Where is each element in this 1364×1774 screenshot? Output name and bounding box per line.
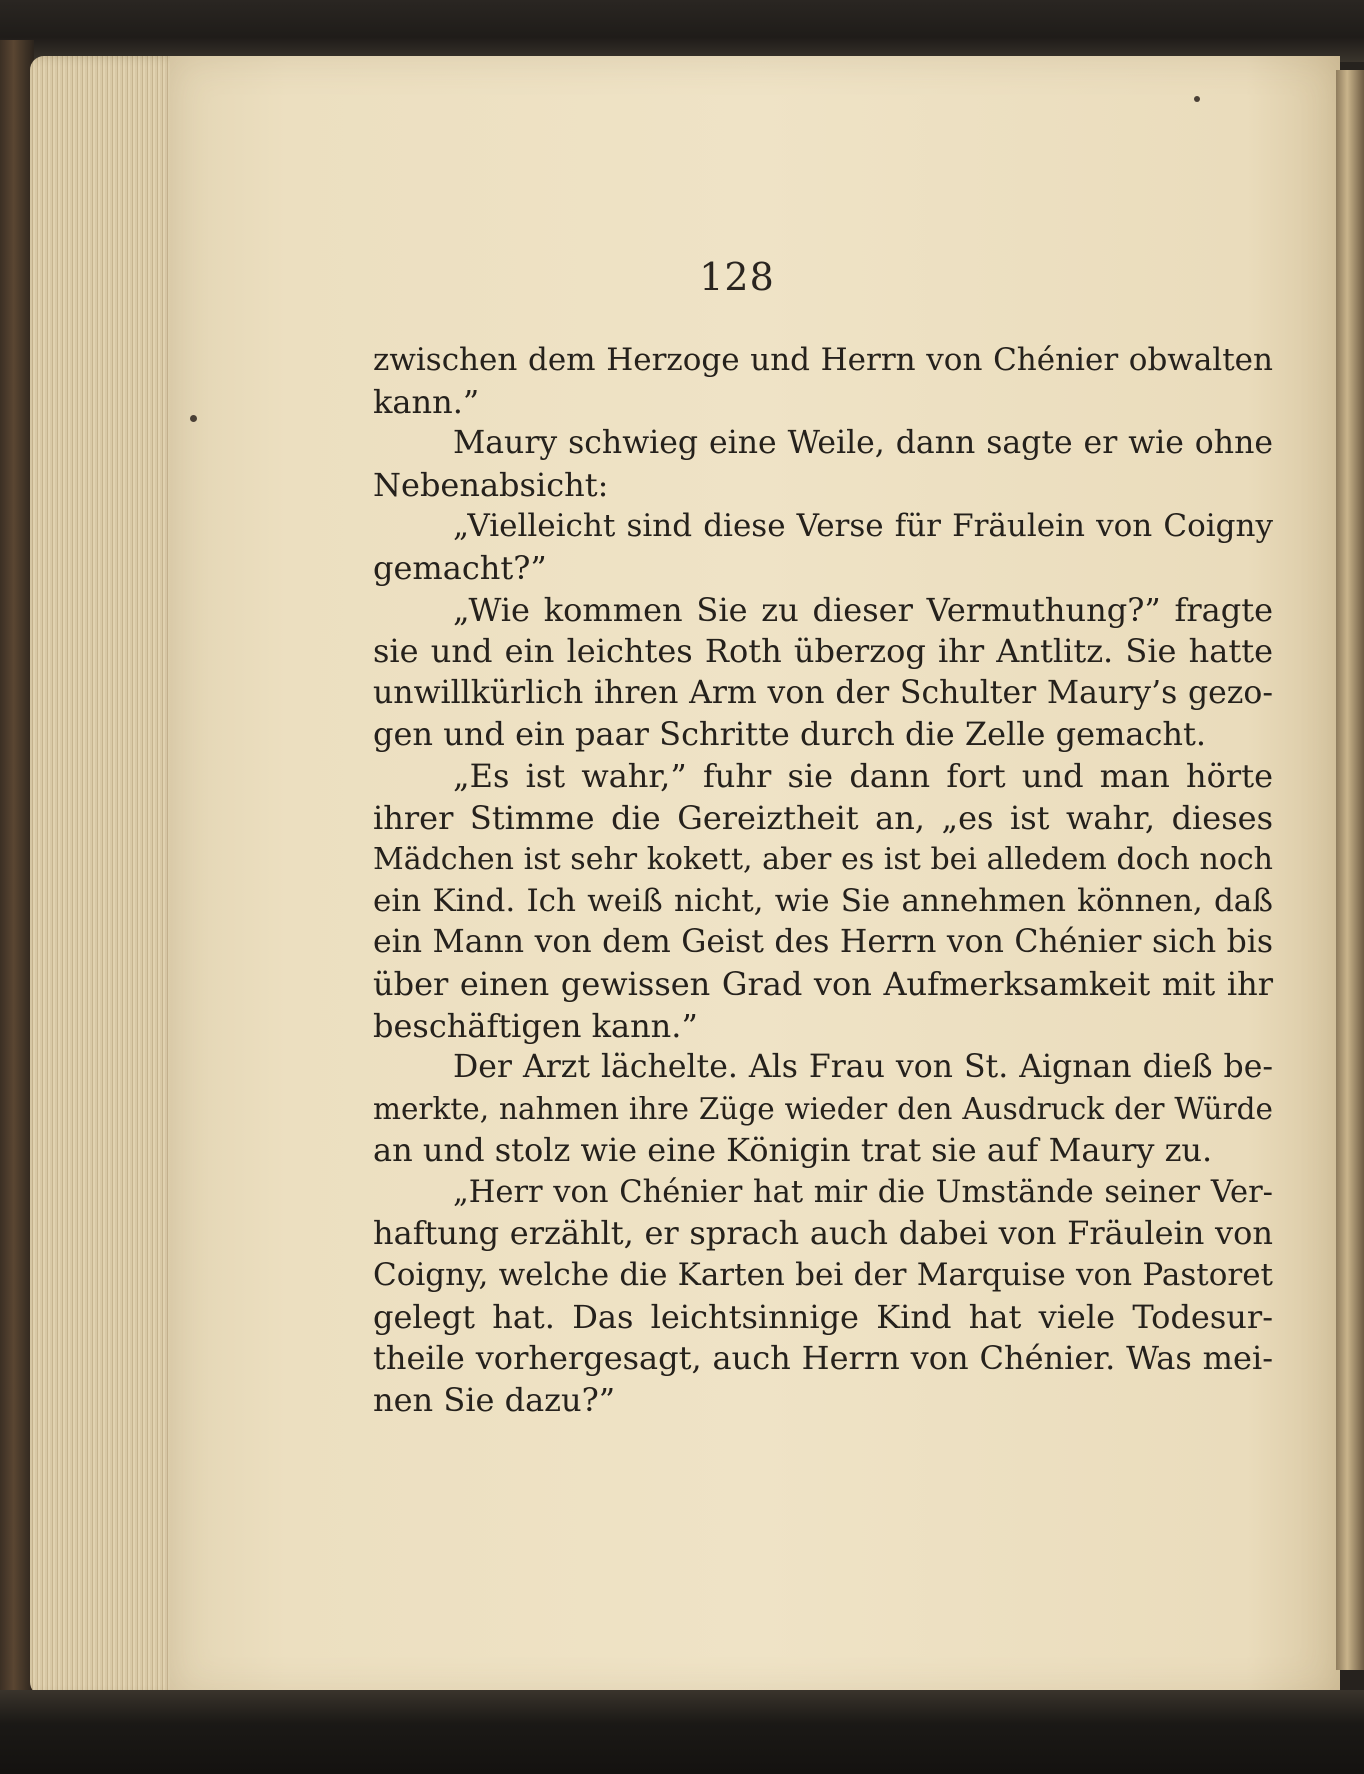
text-line: ein Mann von dem Geist des Herrn von Chénier sich bis: [373, 924, 1273, 961]
text-line: Maury schwieg eine Weile, dann sagte er wie ohne: [453, 425, 1273, 462]
text-line: an und stolz wie eine Königin trat sie auf Maury zu.: [373, 1131, 1213, 1170]
page-number: 128: [699, 255, 775, 299]
text-line: kann.”: [373, 382, 480, 421]
scan-background-top: [0, 0, 1364, 62]
text-line: beschäftigen kann.”: [373, 1006, 698, 1045]
facing-page-edge: [1336, 70, 1364, 1670]
scan-background-bottom: [0, 1690, 1364, 1774]
text-line: theile vorhergesagt, auch Herrn von Chénier. Was mei-: [373, 1339, 1273, 1378]
body-text: [373, 340, 1273, 1421]
text-line: ihrer Stimme die Gereiztheit an, „es ist wahr, dieses: [373, 798, 1273, 837]
text-line: „Wie kommen Sie zu dieser Vermuthung?” fragte: [453, 590, 1273, 629]
text-line: ein Kind. Ich weiß nicht, wie Sie annehmen können, daß: [373, 882, 1273, 919]
text-line: merkte, nahmen ihre Züge wieder den Ausdruck der Würde: [373, 1091, 1273, 1126]
text-line: gen und ein paar Schritte durch die Zelle gemacht.: [373, 715, 1207, 754]
text-line: „Vielleicht sind diese Verse für Fräulein von Coigny: [453, 508, 1273, 545]
text-line: „Herr von Chénier hat mir die Umstände seiner Ver-: [453, 1174, 1273, 1210]
ink-speck: [1194, 96, 1200, 102]
text-line: Coigny, welche die Karten bei der Marquise von Pastoret: [373, 1257, 1273, 1294]
text-line: „Es ist wahr,” fuhr sie dann fort und man hörte: [453, 756, 1273, 795]
text-line: nen Sie dazu?”: [373, 1380, 616, 1419]
text-line: Mädchen ist sehr kokett, aber es ist bei alledem doch noch: [373, 842, 1273, 878]
text-line: haftung erzählt, er sprach auch dabei von Fräulein von: [373, 1214, 1273, 1253]
text-line: gemacht?”: [373, 548, 547, 587]
text-line: über einen gewissen Grad von Aufmerksamkeit mit ihr: [373, 964, 1273, 1003]
text-line: zwischen dem Herzoge und Herrn von Chénier obwalten: [373, 342, 1273, 378]
ink-speck: [190, 415, 197, 422]
text-line: Nebenabsicht:: [373, 465, 609, 504]
text-line: gelegt hat. Das leichtsinnige Kind hat viele Todesur-: [373, 1297, 1273, 1336]
text-line: Der Arzt lächelte. Als Frau von St. Aignan dieß be-: [453, 1049, 1273, 1086]
text-line: sie und ein leichtes Roth überzog ihr Antlitz. Sie hatte: [373, 632, 1273, 671]
page-stack-edges: [30, 56, 180, 1696]
text-line: unwillkürlich ihren Arm von der Schulter Maury’s gezo-: [373, 674, 1273, 711]
